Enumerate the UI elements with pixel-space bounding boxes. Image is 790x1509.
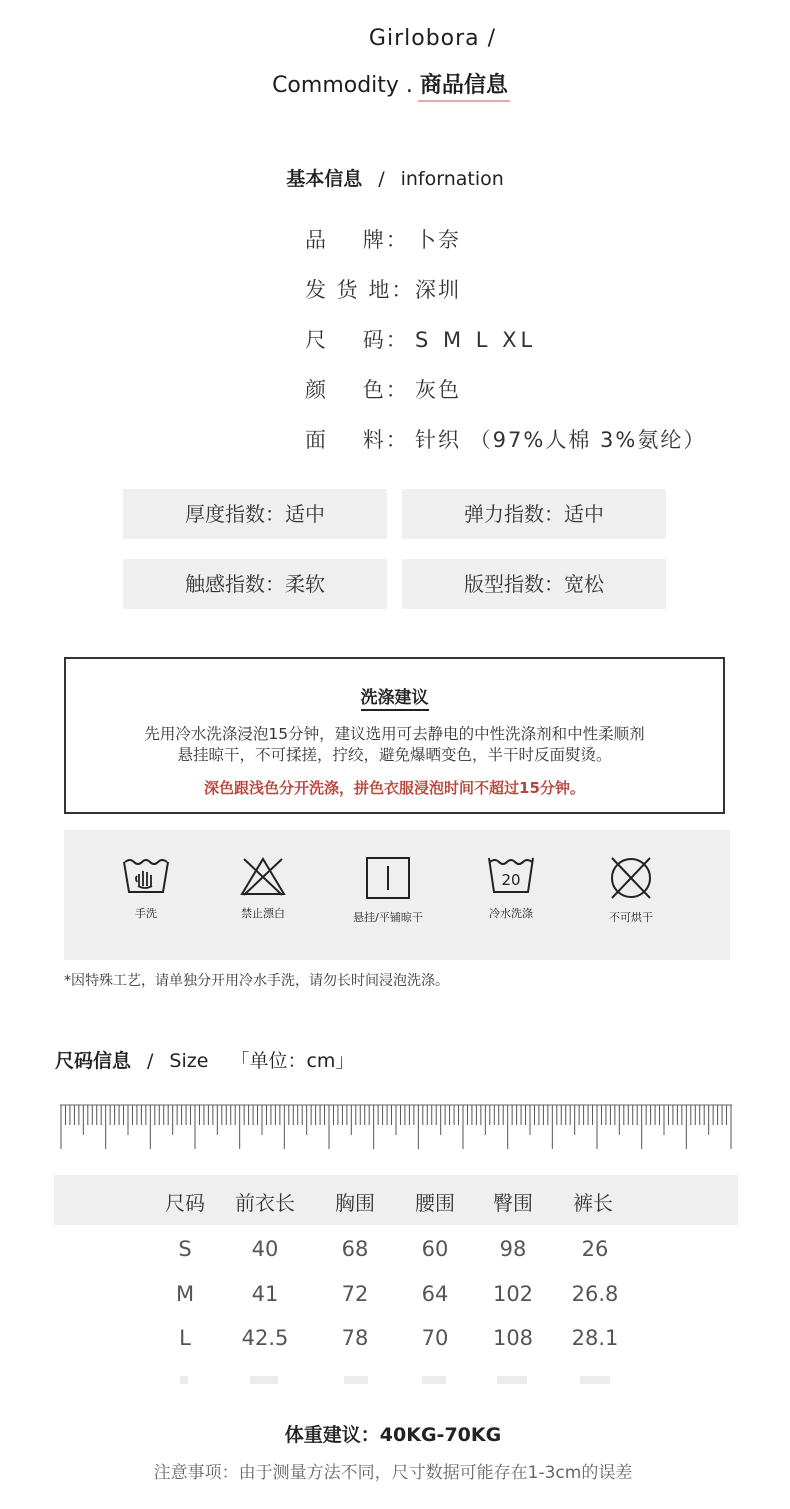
no-bleach-icon bbox=[239, 856, 287, 896]
commodity-en: Commodity . bbox=[272, 73, 413, 98]
table-row bbox=[54, 1282, 738, 1312]
touch-index: 触感指数：柔软 bbox=[123, 559, 387, 609]
table-cell: 42.5 bbox=[241, 1326, 289, 1350]
info-row-origin bbox=[305, 274, 461, 304]
column-header: 前衣长 bbox=[235, 1191, 295, 1215]
table-row bbox=[54, 1326, 738, 1356]
info-label: 品 牌： bbox=[305, 228, 409, 252]
table-row bbox=[54, 1237, 738, 1267]
table-cell: 78 bbox=[341, 1326, 369, 1350]
column-header: 裤长 bbox=[573, 1191, 613, 1215]
wash-temperature: 20 bbox=[501, 871, 521, 889]
care-caption: 冷水洗涤 bbox=[489, 907, 533, 920]
measurement-note: 注意事项：由于测量方法不同，尺寸数据可能存在1-3cm的误差 bbox=[153, 1463, 633, 1483]
info-label: 尺 码： bbox=[305, 328, 409, 352]
basic-heading-en: infornation bbox=[400, 168, 504, 190]
size-table-header bbox=[54, 1175, 738, 1225]
table-cell: 70 bbox=[421, 1326, 449, 1350]
table-cell: 102 bbox=[492, 1282, 534, 1306]
info-label: 面 料： bbox=[305, 428, 409, 452]
table-cell: 98 bbox=[499, 1237, 527, 1261]
size-heading-cn: 尺码信息 bbox=[55, 1050, 132, 1072]
info-value: 灰色 bbox=[415, 378, 461, 402]
info-row-fabric bbox=[305, 424, 706, 454]
info-label: 发 货 地： bbox=[305, 278, 415, 302]
table-cell: S bbox=[178, 1237, 192, 1261]
table-cell: 108 bbox=[492, 1326, 534, 1350]
info-value: 针织 （97%人棉 3%氨纶） bbox=[415, 428, 707, 452]
thickness-index: 厚度指数：适中 bbox=[123, 489, 387, 539]
wash-advice-box bbox=[64, 657, 725, 814]
weight-suggestion: 体重建议：40KG-70KG bbox=[284, 1424, 502, 1446]
table-cell: M bbox=[175, 1282, 195, 1306]
care-item-cold-wash bbox=[461, 856, 561, 921]
table-cell: 72 bbox=[341, 1282, 369, 1306]
table-cell: 68 bbox=[341, 1237, 369, 1261]
table-cell: 26 bbox=[581, 1237, 609, 1261]
wash-text-line1: 先用冷水洗涤浸泡15分钟，建议选用可去静电的中性洗涤剂和中性柔顺剂 bbox=[144, 725, 645, 743]
no-tumble-dry-icon bbox=[607, 856, 655, 900]
table-cell: 26.8 bbox=[571, 1282, 619, 1306]
info-label: 颜 色： bbox=[305, 378, 409, 402]
table-cell: L bbox=[179, 1326, 191, 1350]
column-header: 胸围 bbox=[335, 1191, 375, 1215]
table-cell: 64 bbox=[421, 1282, 449, 1306]
care-caption: 不可烘干 bbox=[609, 911, 653, 924]
fit-index: 版型指数：宽松 bbox=[402, 559, 666, 609]
size-info-heading bbox=[55, 1046, 354, 1073]
wash-title: 洗涤建议 bbox=[66, 683, 723, 708]
wash-warning: 深色跟浅色分开洗涤，拼色衣服浸泡时间不超过15分钟。 bbox=[204, 779, 585, 797]
table-cell: 60 bbox=[421, 1237, 449, 1261]
table-cell: 41 bbox=[251, 1282, 279, 1306]
basic-heading-separator: / bbox=[378, 168, 385, 190]
care-item-hang-dry bbox=[338, 856, 438, 925]
commodity-cn: 商品信息 bbox=[419, 73, 508, 98]
info-row-color bbox=[305, 374, 461, 404]
faded-row-graphic bbox=[54, 1362, 738, 1406]
care-note: *因特殊工艺，请单独分开用冷水手洗，请勿长时间浸泡洗涤。 bbox=[64, 973, 449, 989]
care-item-hand-wash bbox=[96, 856, 196, 921]
elasticity-index: 弹力指数：适中 bbox=[402, 489, 666, 539]
brand-title: Girlobora / bbox=[368, 26, 497, 51]
basic-info-heading bbox=[0, 164, 790, 191]
size-heading-separator: / bbox=[147, 1050, 154, 1072]
care-item-no-bleach bbox=[213, 856, 313, 921]
column-header: 臀围 bbox=[493, 1191, 533, 1215]
basic-heading-cn: 基本信息 bbox=[286, 168, 363, 190]
table-cell: 40 bbox=[251, 1237, 279, 1261]
table-row-faded bbox=[54, 1362, 738, 1406]
care-caption: 悬挂/平铺晾干 bbox=[353, 911, 423, 924]
care-item-no-tumble-dry bbox=[581, 856, 681, 925]
wash-text-line2: 悬挂晾干，不可揉搓，拧绞，避免爆晒变色，半干时反面熨烫。 bbox=[177, 746, 612, 764]
info-value: 卜奈 bbox=[415, 228, 461, 252]
hang-dry-icon bbox=[364, 856, 412, 900]
info-value: 深圳 bbox=[415, 278, 461, 302]
info-row-brand bbox=[305, 224, 461, 254]
size-heading-en: Size bbox=[169, 1050, 209, 1072]
column-header: 尺码 bbox=[165, 1191, 205, 1215]
hand-wash-icon bbox=[122, 856, 170, 896]
ruler-graphic bbox=[58, 1103, 738, 1153]
table-cell: 28.1 bbox=[571, 1326, 619, 1350]
column-header: 腰围 bbox=[415, 1191, 455, 1215]
info-value: S M L XL bbox=[415, 328, 537, 352]
care-icons-panel bbox=[64, 830, 730, 960]
cold-wash-icon bbox=[487, 856, 535, 896]
care-caption: 禁止漂白 bbox=[241, 907, 285, 920]
commodity-title bbox=[0, 68, 790, 99]
care-caption: 手洗 bbox=[135, 907, 157, 920]
info-row-size bbox=[305, 324, 536, 354]
size-unit: 「单位：cm」 bbox=[230, 1050, 355, 1072]
